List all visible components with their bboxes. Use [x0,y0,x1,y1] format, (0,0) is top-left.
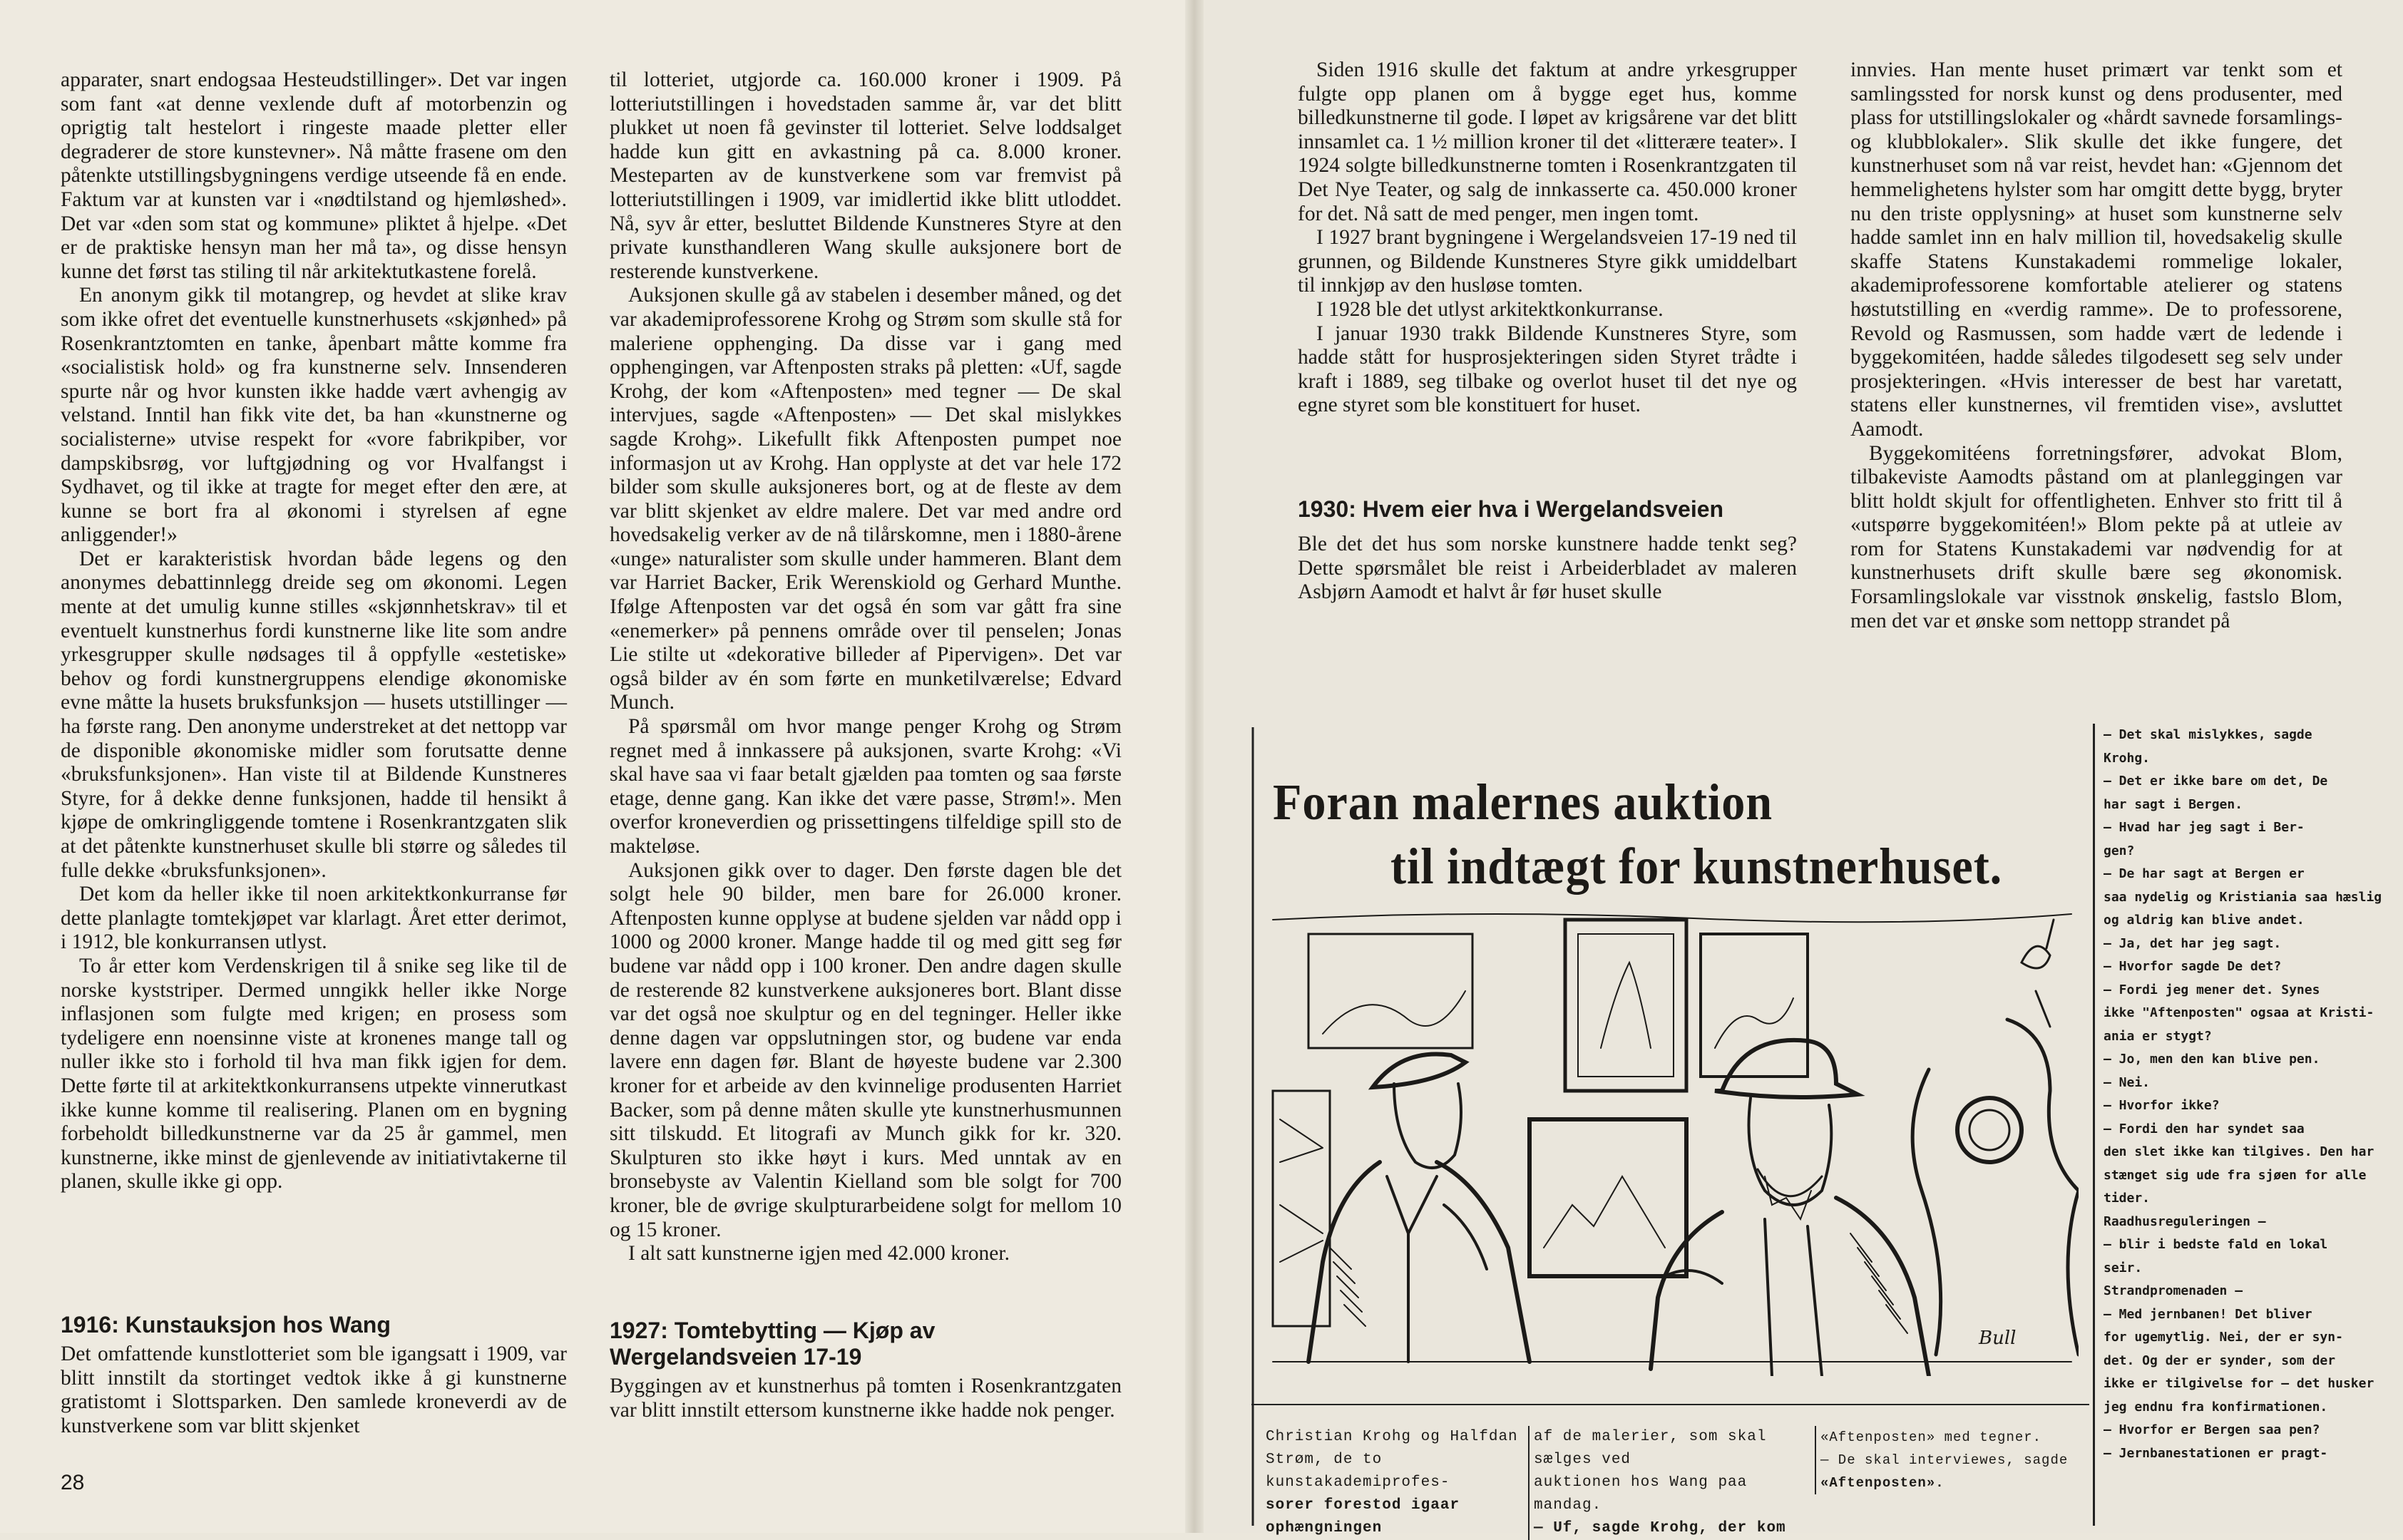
clipping-caption-3 [1815,1426,2077,1494]
side-line: tider. [2104,1191,2151,1206]
section-heading: 1930: Hvem eier hva i Wergelandsveien [1298,496,1724,522]
paragraph: Siden 1916 skulle det faktum at andre yrkesgrupper fulgte opp planen om å bygge eget hus, komme billedkunstnerne til gode. I løpet av krigsårene var det blitt innsamlet ca. 1 ½ million kroner til det «litterære teater». I 1924 solgte billedkunstnerne tomten i Rosenkrantzgaten til Det Nye Teater, og salg de innkasserte ca. 450.000 kroner for det. Nå satt de med penger, men ingen tomt. [1298,58,1797,225]
caption-line: Strøm, de to kunstakademiprofes- [1266,1452,1450,1491]
side-line: — Jo, men den kan blive pen. [2104,1052,2320,1067]
side-line: stænget sig ude fra sjøen for alle [2104,1167,2367,1183]
side-line: Krohg. [2104,750,2151,766]
side-line: — Jernbanestationen er pragt- [2104,1445,2328,1461]
section-1927 [610,1318,1122,1422]
section-heading: 1916: Kunstauksjon hos Wang [61,1312,391,1338]
side-line: det. Og der er synder, som der [2104,1352,2336,1368]
caption-line: af de malerier, som skal sælges ved [1534,1429,1767,1468]
side-line: — Hvorfor ikke? [2104,1098,2220,1113]
caption-line: — De skal interviewes, sagde [1820,1452,2069,1468]
section-1916 [61,1312,567,1438]
paragraph: apparater, snart endogsaa Hesteudstillinger». Det var ingen som fant «at denne vexlende duft af motorbenzin og oprigtig talt hestelort i ringeste maade pletter eller degraderer de store kunstevner». Nå måtte frasene om den påtenkte utstillingsbygningens verdige utseende få en ende. Faktum var at kunsten var i «nødtilstand og hjemløshed». Det var «den som stat og kommune» pliktet å hjelpe. «Det er de praktiske hensyn man her må ta», og disse hensyn kunne det først tas stiling til når arkitektutkastene forelå. [61,68,567,283]
side-line: — Nei. [2104,1074,2151,1090]
paragraph: På spørsmål om hvor mange penger Krohg og Strøm regnet med å innkassere på auksjonen, svarte Krohg: «Vi skal have saa vi faar betalt gjælden paa tomten og saa første etage, denne gang. Kan ikke det være passe, Strøm!». Men overfor kroneverdien og prissettingens tilfeldige spill sto de makteløse. [610,715,1122,858]
side-line: — Hvorfor er Bergen saa pen? [2104,1422,2320,1437]
paragraph: I 1928 ble det utlyst arkitektkonkurranse. [1316,297,1664,321]
side-line: ikke er tilgivelse for — det husker [2104,1376,2374,1391]
text-column-4 [1850,58,2342,633]
side-line: for ugemytlig. Nei, der er syn- [2104,1330,2343,1345]
clipping-headline-1: Foran malernes auktion [1273,774,1773,831]
side-line: — Det er ikke bare om det, De [2104,774,2328,789]
paragraph: I januar 1930 trakk Bildende Kunstneres Styre, som hadde stått for husprosjekteringen siden Styret trådte i kraft i 1889, seg tilbake og overlot huset til det nye og egne styret som ble konstituert for huset. [1298,322,1797,417]
section-1930 [1298,496,1797,605]
side-line: — Hvorfor sagde De det? [2104,959,2282,974]
page-number: 28 [61,1471,85,1494]
paragraph: til lotteriet, utgjorde ca. 160.000 kroner i 1909. På lotteriutstillingen i hovedstaden samme år, var det blitt plukket ut noen få gevinster til lotteriet. Selve loddsalget hadde kun gitt en avkastning på ca. 8.000 kroner. Mesteparten av de kunstverkene som var fremvist på lotteriutstillingen i 1909, var imidlertid ikke blitt utloddet. Nå, syv år etter, besluttet Bildende Kunstneres Styre at den private kunsthandleren Wang skulle auksjonere bort de resterende kunstverkene. [610,68,1122,283]
side-line: saa nydelig og Kristiania saa hæslig [2104,889,2382,905]
side-line: har sagt i Bergen. [2104,796,2243,812]
clipping-caption-1 [1266,1426,1522,1540]
side-line: den slet ikke kan tilgives. Den har [2104,1144,2374,1159]
paragraph: I alt satt kunstnerne igjen med 42.000 kroner. [628,1242,1010,1266]
side-line: — Fordi den har syndet saa [2104,1121,2305,1136]
paragraph: Auksjonen skulle gå av stabelen i desember måned, og det var akademiprofessorene Krohg og Strøm som skulle stå for maleriene opphenging. Da disse var i gang med opphengingen, var Aftenposten straks på pletten: «Uf, sagde Krohg, der kom «Aftenposten» med tegner — De skal intervjues, sagde «Aftenposten» — Det skal mislykkes sagde Krohg». Likefullt fikk Aftenposten pumpet noe informasjon ut av Krohg. Han opplyste at det var hele 172 bilder som skulle auksjoneres bort, og at de fleste av dem var blitt skjenket av eldre malere. Det var med andre ord hovedsakelig verker av de nå tilårskomne, men i 1880-årene «unge» naturalister som skulle under hammeren. Blant dem var Harriet Backer, Erik Werenskiold og Gerhard Munthe. Ifølge Aftenposten var det også én som var gått fra sine «enemerker» på pennens område over til penselen; Jonas Lie stilte ut «dekorative billeder af Pipervigen». Det var også bilder av én som førte en munketilværelse; Edvard Munch. [610,284,1122,714]
caption-line: Christian Krohg og Halfdan [1266,1429,1518,1445]
paragraph: En anonym gikk til motangrep, og hevdet at slike krav som ikke ofret det eventuelle kunstnerhusets «skjønhed» på Rosenkrantztomten en tanke, åpenbart måtte komme fra «socialistisk hold» og fra kunstnerne selv. Innsenderen spurte når og hvor kunsten ikke hadde vært avhengig av velstand. Inntil han fikk vite det, ba han «kunstnerne og socialisterne» utvise respekt for «vore fabrikpiber, vor dampskibsrøg, vor luftgjødning og vor Hvalfangst i Sydhavet, og til ikke at tragte for meget efter den ære, at kunne se bort fra al økonomi i styrelsen af egne anliggender!» [61,284,567,547]
cartoon-signature: Bull [1979,1328,2017,1349]
clipping-headline-2: til indtægt for kunstnerhuset. [1390,838,2003,895]
caption-line: «Aftenposten» med tegner. [1820,1429,2042,1445]
caption-line: sorer forestod igaar ophængningen [1266,1497,1460,1536]
text-column-3 [1298,58,1797,418]
side-line: — Det skal mislykkes, sagde [2104,727,2312,742]
side-line: ikke "Aftenposten" ogsaa at Kristi- [2104,1005,2374,1020]
caption-line: «Aftenposten». [1820,1475,1945,1491]
paragraph: Det omfattende kunstlotteriet som ble igangsatt i 1909, var blitt innstilt da stortinget vedtok ikke å gi kunstnerne gratistomt i Slottsparken. Den samlede kroneverdi av de kunstverkene som var blitt skjenket [61,1343,567,1437]
side-line: seir. [2104,1260,2143,1275]
clipping-side-column [2093,724,2385,1526]
side-line: — Med jernbanen! Det bliver [2104,1306,2312,1322]
paragraph: Det er karakteristisk hvordan både legens og den anonymes debattinnlegg dreide seg om økonomi. Legen mente at det umulig kunne stilles «skjønnhetskrav» til et eventuelt kunstnerhus fordi kunstnerne like lite som andre yrkesgrupper skulle nødsages til å oppfylle «estetiske» behov og fordi kunstnergruppens elendige økonomiske evne måtte la husets bruksfunksjon — husets utstillinger — ha første rang. Den anonyme understreket at det nettopp var de disponible økonomiske midler som forutsatte denne «bruksfunksjonen». Han viste til at Bildende Kunstneres Styre, for å dekke denne funksjonen, hadde til hensikt å kjøpe de omkringliggende tomtene i Rosenkrantzgaten slik at det påtenkte kunstnerhuset skulle bli større og således til fulle dekke «bruksfunksjonen». [61,547,567,882]
side-line: — De har sagt at Bergen er [2104,866,2305,881]
side-line: — Ja, det har jeg sagt. [2104,935,2282,951]
section-heading: 1927: Tomtebytting — Kjøp av Wergelandsveien 17-19 [610,1318,936,1370]
book-gutter [1185,0,1204,1533]
paragraph: Byggekomitéens forretningsfører, advokat Blom, tilbakeviste Aamodts påstand om at planleggingen var blitt holdt skjult for offentligheten. Enhver sto fritt til å «utspørre byggekomitéen!» Blom pekte på at utleie av rom for Statens Kunstakademi var nødvendig for at kunstnerhusets drift skulle bære seg økonomisk. Forsamlingslokale var visstnok ønskelig, fastslo Blom, men det var et ønske som nettopp strandet på [1850,441,2342,632]
caption-line: auktionen hos Wang paa mandag. [1534,1474,1748,1514]
side-line: Raadhusreguleringen — [2104,1213,2266,1229]
text-column-2 [610,68,1122,1266]
newspaper-clipping [1251,713,2382,1536]
paragraph: I 1927 brant bygningene i Wergelandsveien 17-19 ned til grunnen, og Bildende Kunstneres Styre gikk umiddelbart til innkjøp av den husløse tomten. [1298,226,1797,297]
caption-line: — Uf, sagde Krohg, der kom [1534,1520,1786,1536]
paragraph: Ble det det hus som norske kunstnere hadde tenkt seg? Dette spørsmålet ble reist i Arbeiderbladet av maleren Asbjørn Aamodt et halvt år før huset skulle [1298,533,1797,604]
text-column-1 [61,68,567,1194]
side-line: Strandpromenaden — [2104,1283,2243,1298]
side-line: jeg endnu fra konfirmationen. [2104,1399,2328,1415]
paragraph: Auksjonen gikk over to dager. Den første dagen ble det solgt hele 90 bilder, men bare for 26.000 kroner. Aftenposten kunne opplyse at budene sjelden var nådd opp i 1000 og 2000 kroner. Mange hadde til og med gitt seg før budene var nådd opp i 100 kroner. Den andre dagen skulle de resterende 82 kunstverkene auksjoneres bort. Blant disse var det også noe skulptur og en del tegninger. Heller ikke denne dagen var oppslutningen stor, og budene var enda lavere enn dagen før. Blant de høyeste budene var 2.300 kroner for et arbeide av den kvinnelige produsenten Harriet Backer, som på denne måten skulle yte kunstnerhusmunnen sitt tilskudd. Et litografi av Munch gikk for kr. 320. Skulpturen sto ikke høyt i kurs. Med unntak av en bronsebyste av Valentin Kielland som ble solgt for 700 kroner, ble de øvrige skulpturarbeidene solgt for mellom 10 og 15 kroner. [610,858,1122,1241]
side-line: gen? [2104,843,2135,858]
cartoon-illustration [1266,905,2079,1376]
side-line: ania er stygt? [2104,1028,2212,1044]
side-line: — Fordi jeg mener det. Synes [2104,982,2320,997]
side-line: og aldrig kan blive andet. [2104,913,2305,928]
paragraph: To år etter kom Verdenskrigen til å snike seg like til de norske kyststriper. Dermed unngikk heller ikke Norge inflasjonen som fulgte med krigen; en prosess som tydeligere enn noensinne viste at kronenes mange tall og nuller ikke sto i forhold til hva man fikk igjen for dem. Dette førte til at arkitektkonkurransens utpekte vinnerutkast ikke kunne komme til realisering. Planen om en bygning forbeholdt billedkunstnerne var da 25 år gammel, men kunstnerne, ikke minst de gjenlevende av initiativtakerne til planen, skulle ikke gi opp. [61,954,567,1194]
paragraph: Det kom da heller ikke til noen arkitektkonkurranse før dette planlagte tomtekjøpet var klarlagt. Året etter derimot, i 1912, ble konkurransen utlyst. [61,883,567,954]
side-line: — blir i bedste fald en lokal [2104,1237,2328,1252]
clipping-caption-2 [1528,1426,1812,1540]
side-line: — Hvad har jeg sagt i Ber- [2104,820,2305,835]
paragraph: Byggingen av et kunstnerhus på tomten i Rosenkrantzgaten var blitt innstilt ettersom kunstnerne ikke hadde nok penger. [610,1375,1122,1422]
paragraph: innvies. Han mente huset primært var tenkt som et samlingssted for norsk kunst og dens produsenter, med plass for utstillingslokaler og «hårdt savnede forsamlings- og klubblokaler». Slik skulle det ikke fungere, det kunstnerhuset som nå var reist, hevdet han: «Gjennom det hemmelighetens hylster som har omgitt dette bygg, bryter nu den triste opplysning» at huset som kunstnerne selv hadde samlet inn en halv million til, hovedsakelig skulle skaffe Statens Kunstakademi rommelige lokaler, akademiprofessorene komfortable atelierer og statens høstutstilling en «verdig ramme». De to professorene, Revold og Rasmussen, som hadde vært de ledende i byggekomitéen, hadde således tilgodesett seg selv under prosjekteringen. «Hvis interesser de best har varetatt, statens eller kunstnernes, vil fremtiden vise», avsluttet Aamodt. [1850,58,2342,441]
